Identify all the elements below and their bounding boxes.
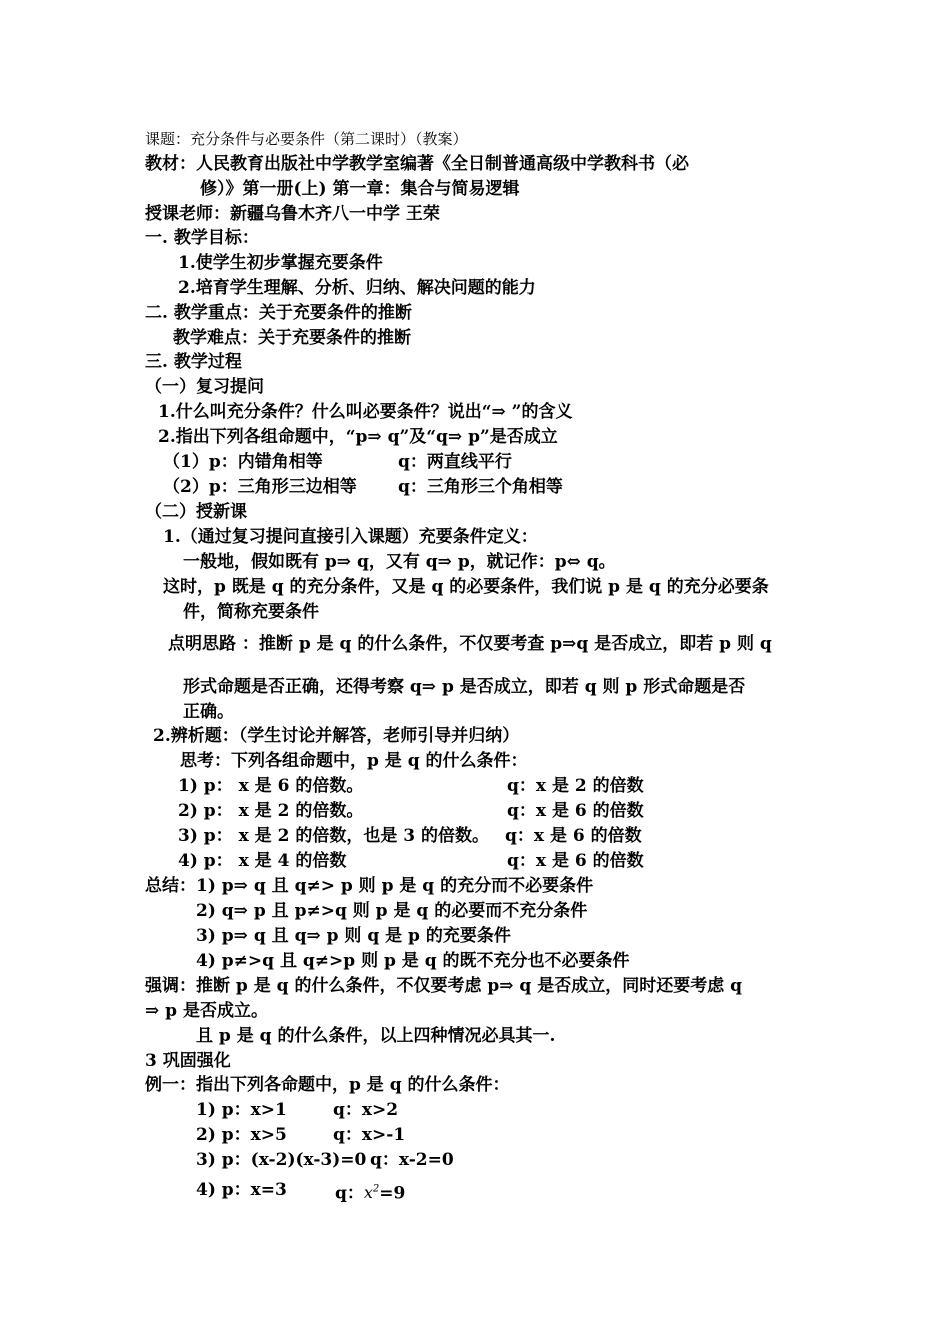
example-item-4-q-value: =9 bbox=[379, 1183, 406, 1204]
analysis-item-4-p: 4) p： x 是 4 的倍数 bbox=[178, 851, 347, 871]
analysis-item-2-p: 2) p： x 是 2 的倍数。 bbox=[178, 801, 364, 821]
example-item-2-p: 2) p：x>5 bbox=[196, 1125, 287, 1145]
review-heading: （一）复习提问 bbox=[145, 377, 264, 397]
analysis-item-3-q: q：x 是 6 的倍数 bbox=[505, 826, 642, 846]
emphasis-3: 且 p 是 q 的什么条件，以上四种情况必具其一. bbox=[196, 1026, 556, 1046]
summary-1: 总结：1) p⇒ q 且 q≠> p 则 p 是 q 的充分而不必要条件 bbox=[145, 876, 594, 896]
definition-explain-2: 件，简称充要条件 bbox=[183, 602, 319, 622]
summary-4: 4) p≠>q 且 q≠>p 则 p 是 q 的既不充分也不必要条件 bbox=[196, 951, 630, 971]
example-item-1-p: 1) p：x>1 bbox=[196, 1100, 287, 1120]
analysis-item-3-p: 3) p： x 是 2 的倍数，也是 3 的倍数。 bbox=[178, 826, 489, 846]
example-item-4-q-label: q： bbox=[335, 1183, 364, 1204]
example-1-heading: 例一：指出下列各命题中，p 是 q 的什么条件： bbox=[145, 1075, 510, 1095]
exponent: 2 bbox=[372, 1184, 380, 1195]
emphasis-2: ⇒ p 是否成立。 bbox=[145, 1001, 268, 1021]
goal-1: 1.使学生初步掌握充要条件 bbox=[178, 253, 383, 273]
process-heading: 三. 教学过程 bbox=[145, 352, 242, 372]
key-difficulty: 教学难点：关于充要条件的推断 bbox=[173, 328, 411, 348]
example-item-3-p: 3) p：(x-2)(x-3)=0 bbox=[196, 1150, 367, 1170]
hint-line-1: 点明思路 ：推断 p 是 q 的什么条件，不仅要考查 p⇒q 是否成立，即若 p 则 q bbox=[168, 634, 772, 654]
teacher-line: 授课老师：新疆乌鲁木齐八一中学 王荣 bbox=[145, 204, 440, 224]
review-pair-2-p: （2）p：三角形三边相等 bbox=[163, 477, 357, 497]
definition-explain-1: 这时，p 既是 q 的充分条件，又是 q 的必要条件，我们说 p 是 q 的充分必要条 bbox=[163, 577, 769, 597]
summary-2: 2) q⇒ p 且 p≠>q 则 p 是 q 的必要而不充分条件 bbox=[196, 901, 588, 921]
lesson-title: 课题：充分条件与必要条件（第二课时）（教案） bbox=[145, 130, 468, 148]
example-item-4-p: 4) p：x=3 bbox=[196, 1180, 287, 1200]
textbook-line-1: 教材：人民教育出版社中学教学室编著《全日制普通高级中学教科书（必 bbox=[145, 154, 689, 174]
analysis-item-1-p: 1) p： x 是 6 的倍数。 bbox=[178, 776, 364, 796]
analysis-item-1-q: q：x 是 2 的倍数 bbox=[507, 776, 644, 796]
textbook-line-2: 修）》第一册(上) 第一章：集合与简易逻辑 bbox=[200, 179, 520, 199]
review-pair-1-p: （1）p：内错角相等 bbox=[163, 452, 323, 472]
analysis-think: 思考：下列各组命题中，p 是 q 的什么条件： bbox=[180, 751, 528, 771]
example-item-4-q bbox=[335, 1178, 405, 1205]
new-lesson-heading: （二）授新课 bbox=[145, 502, 247, 522]
analysis-heading: 2.辨析题：（学生讨论并解答，老师引导并归纳） bbox=[153, 726, 520, 746]
consolidate-heading: 3 巩固强化 bbox=[145, 1051, 231, 1071]
goal-2: 2.培育学生理解、分析、归纳、解决问题的能力 bbox=[178, 278, 536, 298]
review-question-1: 1.什么叫充分条件？什么叫必要条件？说出“⇒ ”的含义 bbox=[158, 402, 573, 422]
key-focus: 二. 教学重点：关于充要条件的推断 bbox=[145, 303, 412, 323]
definition-intro: 1.（通过复习提问直接引入课题）充要条件定义： bbox=[163, 527, 538, 547]
review-pair-2-q: q：三角形三个角相等 bbox=[398, 477, 563, 497]
emphasis-1: 强调：推断 p 是 q 的什么条件，不仅要考虑 p⇒ q 是否成立，同时还要考虑 q bbox=[145, 976, 743, 996]
summary-3: 3) p⇒ q 且 q⇒ p 则 q 是 p 的充要条件 bbox=[196, 926, 511, 946]
x-variable: x bbox=[363, 1183, 373, 1203]
review-question-2: 2.指出下列各组命题中，“p⇒ q”及“q⇒ p”是否成立 bbox=[158, 427, 558, 447]
definition-statement: 一般地，假如既有 p⇒ q，又有 q⇒ p，就记作：p⇔ q。 bbox=[183, 552, 616, 572]
analysis-item-4-q: q：x 是 6 的倍数 bbox=[507, 851, 644, 871]
hint-line-2: 形式命题是否正确，还得考察 q⇒ p 是否成立，即若 q 则 p 形式命题是否 bbox=[183, 677, 746, 697]
analysis-item-2-q: q：x 是 6 的倍数 bbox=[507, 801, 644, 821]
example-item-3-q: q：x-2=0 bbox=[370, 1150, 454, 1170]
example-item-1-q: q：x>2 bbox=[333, 1100, 399, 1120]
review-pair-1-q: q：两直线平行 bbox=[398, 452, 512, 472]
example-item-2-q: q：x>-1 bbox=[333, 1125, 406, 1145]
x-squared-term bbox=[364, 1183, 379, 1202]
goals-heading: 一. 教学目标： bbox=[145, 228, 259, 248]
hint-line-3: 正确。 bbox=[183, 702, 234, 722]
